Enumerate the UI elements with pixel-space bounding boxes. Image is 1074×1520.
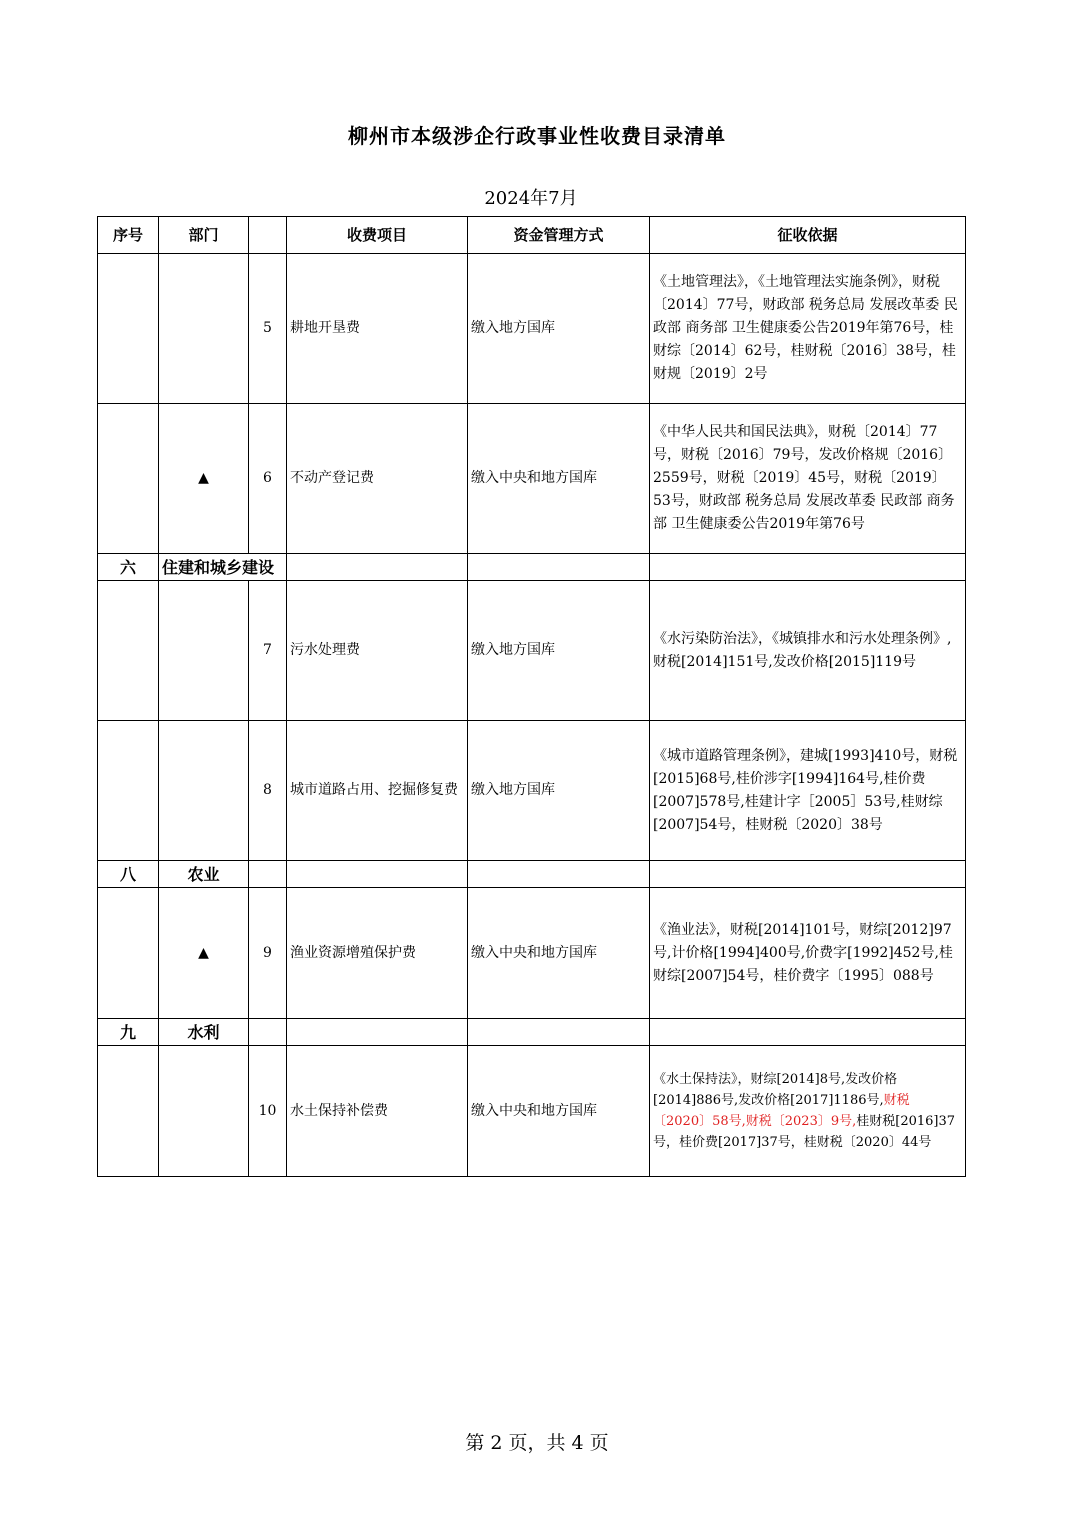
table-row xyxy=(98,888,966,1019)
row-item: 污水处理费 xyxy=(287,581,468,721)
table-row xyxy=(98,254,966,404)
row-item: 城市道路占用、挖掘修复费 xyxy=(287,721,468,861)
table-header-row xyxy=(98,217,966,254)
document-title: 柳州市本级涉企行政事业性收费目录清单 xyxy=(348,124,726,148)
triangle-icon: ▲ xyxy=(159,888,249,1019)
row-no: 8 xyxy=(249,721,287,861)
header-fund: 资金管理方式 xyxy=(468,217,650,254)
section-empty xyxy=(287,1019,468,1046)
section-empty xyxy=(650,861,966,888)
header-item: 收费项目 xyxy=(287,217,468,254)
basis-text: 桂财税[2016]37号，桂价费[2017]37号，桂财税〔2020〕44号 xyxy=(653,1114,956,1150)
header-dept: 部门 xyxy=(159,217,249,254)
section-row xyxy=(98,1019,966,1046)
row-mark xyxy=(159,254,249,404)
table-row xyxy=(98,721,966,861)
section-dept: 水利 xyxy=(159,1019,249,1046)
row-no: 5 xyxy=(249,254,287,404)
table-row xyxy=(98,1046,966,1177)
section-row xyxy=(98,861,966,888)
row-basis: 《土地管理法》，《土地管理法实施条例》，财税〔2014〕77号，财政部 税务总局 发展改革委 民政部 商务部 卫生健康委公告2019年第76号，桂财综〔2014〕62号，桂财税〔2016〕38号，桂财规〔2019〕2号 xyxy=(650,254,966,404)
section-empty xyxy=(249,861,287,888)
table-row xyxy=(98,404,966,554)
row-basis xyxy=(650,1046,966,1177)
triangle-icon: ▲ xyxy=(159,404,249,554)
table-row xyxy=(98,581,966,721)
row-mark xyxy=(159,721,249,861)
section-empty xyxy=(287,554,468,581)
header-basis: 征收依据 xyxy=(650,217,966,254)
row-mark xyxy=(159,1046,249,1177)
row-basis: 《城市道路管理条例》，建城[1993]410号，财税[2015]68号,桂价涉字[1994]164号,桂价费[2007]578号,桂建计字［2005］53号,桂财综[2007]54号，桂财税〔2020〕38号 xyxy=(650,721,966,861)
row-item: 水土保持补偿费 xyxy=(287,1046,468,1177)
row-item: 不动产登记费 xyxy=(287,404,468,554)
page-footer: 第 2 页，共 4 页 xyxy=(465,1432,609,1454)
section-seq: 八 xyxy=(98,861,159,888)
section-empty xyxy=(650,1019,966,1046)
fee-table xyxy=(97,216,966,1177)
document-date: 2024年7月 xyxy=(484,188,578,209)
row-no: 10 xyxy=(249,1046,287,1177)
row-basis: 《中华人民共和国民法典》，财税〔2014〕77号，财税〔2016〕79号，发改价格规〔2016〕2559号，财税〔2019〕45号，财税〔2019〕53号，财政部 税务总局 发展改革委 民政部 商务部 卫生健康委公告2019年第76号 xyxy=(650,404,966,554)
section-dept: 住建和城乡建设 xyxy=(159,554,287,581)
section-empty xyxy=(249,1019,287,1046)
row-fund: 缴入地方国库 xyxy=(468,721,650,861)
section-empty xyxy=(650,554,966,581)
row-fund: 缴入中央和地方国库 xyxy=(468,404,650,554)
section-seq: 六 xyxy=(98,554,159,581)
section-row xyxy=(98,554,966,581)
header-blank xyxy=(249,217,287,254)
row-no: 6 xyxy=(249,404,287,554)
row-fund: 缴入中央和地方国库 xyxy=(468,1046,650,1177)
row-seq xyxy=(98,581,159,721)
row-seq xyxy=(98,721,159,861)
section-empty xyxy=(468,1019,650,1046)
section-dept: 农业 xyxy=(159,861,249,888)
row-no: 7 xyxy=(249,581,287,721)
row-item: 渔业资源增殖保护费 xyxy=(287,888,468,1019)
row-fund: 缴入地方国库 xyxy=(468,581,650,721)
row-basis: 《渔业法》，财税[2014]101号，财综[2012]97号,计价格[1994]400号,价费字[1992]452号,桂财综[2007]54号，桂价费字〔1995〕088号 xyxy=(650,888,966,1019)
header-seq: 序号 xyxy=(98,217,159,254)
section-empty xyxy=(468,554,650,581)
row-fund: 缴入中央和地方国库 xyxy=(468,888,650,1019)
row-seq xyxy=(98,888,159,1019)
section-empty xyxy=(287,861,468,888)
row-fund: 缴入地方国库 xyxy=(468,254,650,404)
section-empty xyxy=(468,861,650,888)
basis-highlight-text: 财税〔2020〕58号,财税〔2023〕9号, xyxy=(653,1093,910,1129)
row-item: 耕地开垦费 xyxy=(287,254,468,404)
row-mark xyxy=(159,581,249,721)
row-seq xyxy=(98,254,159,404)
row-seq xyxy=(98,1046,159,1177)
row-basis: 《水污染防治法》，《城镇排水和污水处理条例》,财税[2014]151号,发改价格[2015]119号 xyxy=(650,581,966,721)
row-no: 9 xyxy=(249,888,287,1019)
basis-text: 《水土保持法》，财综[2014]8号,发改价格[2014]886号,发改价格[2017]1186号, xyxy=(653,1072,898,1108)
row-seq xyxy=(98,404,159,554)
section-seq: 九 xyxy=(98,1019,159,1046)
